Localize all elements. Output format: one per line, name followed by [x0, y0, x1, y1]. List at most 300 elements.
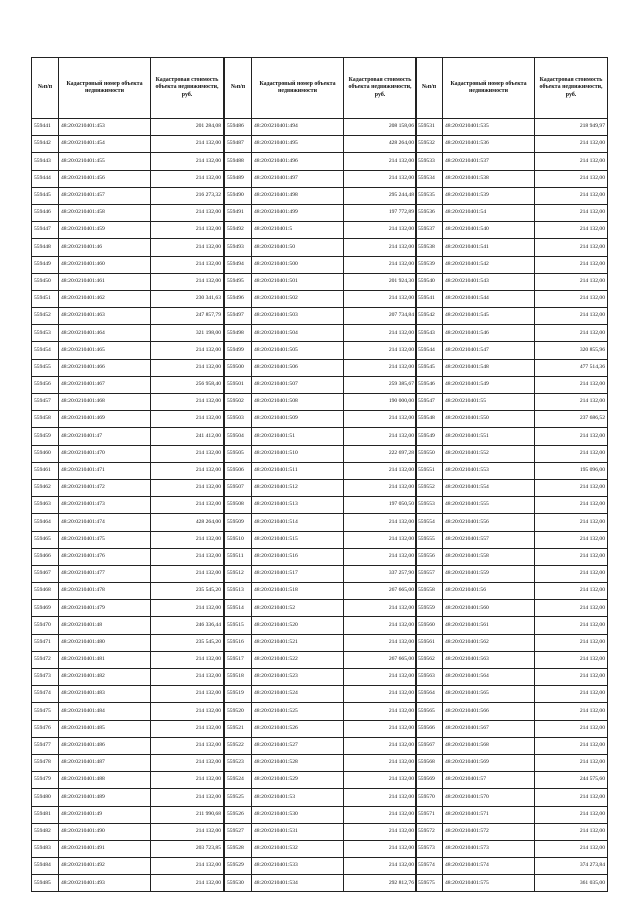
table-row: [416, 669, 608, 686]
row-number: 559451: [32, 290, 59, 307]
cadastral-number: 48:20:0210401:562: [443, 634, 535, 651]
cadastral-value: 214 132,00: [344, 720, 417, 737]
table-row: [32, 342, 224, 359]
table-row: [225, 204, 417, 221]
table-row: [32, 462, 224, 479]
row-number: 559528: [225, 840, 252, 857]
table-row: [32, 136, 224, 153]
row-number: 559523: [225, 754, 252, 771]
row-number: 559460: [32, 445, 59, 462]
cadastral-value: 214 132,00: [151, 548, 224, 565]
table-row: [225, 514, 417, 531]
cadastral-number: 48:20:0210401:458: [59, 204, 151, 221]
row-number: 559515: [225, 617, 252, 634]
cadastral-number: 48:20:0210401:522: [252, 651, 344, 668]
row-number: 559539: [416, 256, 443, 273]
row-number: 559487: [225, 136, 252, 153]
row-number: 559477: [32, 737, 59, 754]
cadastral-number: 48:20:0210401:456: [59, 170, 151, 187]
table-row: [32, 445, 224, 462]
row-number: 559555: [416, 531, 443, 548]
row-number: 559525: [225, 789, 252, 806]
cadastral-value: 214 132,00: [535, 531, 608, 548]
cadastral-number: 48:20:0210401:472: [59, 479, 151, 496]
cadastral-number: 48:20:0210401:493: [59, 875, 151, 892]
cadastral-value: 214 132,00: [151, 136, 224, 153]
cadastral-number: 48:20:0210401:459: [59, 222, 151, 239]
cadastral-number: 48:20:0210401:512: [252, 479, 344, 496]
row-number: 559483: [32, 840, 59, 857]
cadastral-number: 48:20:0210401:573: [443, 840, 535, 857]
row-number: 559467: [32, 565, 59, 582]
row-number: 559544: [416, 342, 443, 359]
table-row: [32, 806, 224, 823]
cadastral-value: 214 132,00: [151, 720, 224, 737]
row-number: 559453: [32, 325, 59, 342]
cadastral-number: 48:20:0210401:50: [252, 239, 344, 256]
row-number: 559476: [32, 720, 59, 737]
cadastral-value: 237 686,52: [535, 411, 608, 428]
cadastral-value: 203 723,85: [151, 840, 224, 857]
table-row: [225, 617, 417, 634]
cadastral-number: 48:20:0210401:525: [252, 703, 344, 720]
table-row: [225, 428, 417, 445]
row-number: 559502: [225, 394, 252, 411]
row-number: 559446: [32, 204, 59, 221]
cadastral-value: 214 132,00: [535, 686, 608, 703]
cadastral-number: 48:20:0210401:479: [59, 600, 151, 617]
cadastral-number: 48:20:0210401:486: [59, 737, 151, 754]
cadastral-number: 48:20:0210401:469: [59, 411, 151, 428]
row-number: 559473: [32, 669, 59, 686]
cadastral-number: 48:20:0210401:533: [252, 858, 344, 875]
row-number: 559455: [32, 359, 59, 376]
cadastral-number: 48:20:0210401:516: [252, 548, 344, 565]
row-number: 559550: [416, 445, 443, 462]
table-row: [32, 634, 224, 651]
cadastral-value: 214 132,00: [344, 858, 417, 875]
row-number: 559498: [225, 325, 252, 342]
cadastral-number: 48:20:0210401:524: [252, 686, 344, 703]
cadastral-number: 48:20:0210401:453: [59, 119, 151, 136]
cadastral-number: 48:20:0210401:510: [252, 445, 344, 462]
row-number: 559573: [416, 840, 443, 857]
row-number: 559481: [32, 806, 59, 823]
row-number: 559448: [32, 239, 59, 256]
row-number: 559541: [416, 290, 443, 307]
row-number: 559562: [416, 651, 443, 668]
table-row: [416, 342, 608, 359]
cadastral-number: 48:20:0210401:513: [252, 497, 344, 514]
table-row: [225, 376, 417, 393]
row-number: 559563: [416, 669, 443, 686]
row-number: 559542: [416, 308, 443, 325]
row-number: 559452: [32, 308, 59, 325]
cadastral-value: 361 035,00: [535, 875, 608, 892]
table-row: [225, 290, 417, 307]
row-number: 559519: [225, 686, 252, 703]
row-number: 559442: [32, 136, 59, 153]
row-number: 559564: [416, 686, 443, 703]
table-row: [416, 514, 608, 531]
table-row: [32, 273, 224, 290]
cadastral-number: 48:20:0210401:488: [59, 772, 151, 789]
cadastral-number: 48:20:0210401:571: [443, 806, 535, 823]
table-row: [225, 737, 417, 754]
cadastral-value: 214 132,00: [151, 445, 224, 462]
row-number: 559506: [225, 462, 252, 479]
table-row: [225, 153, 417, 170]
row-number: 559537: [416, 222, 443, 239]
cadastral-number: 48:20:0210401:572: [443, 823, 535, 840]
table-row: [416, 565, 608, 582]
table-row: [416, 222, 608, 239]
cadastral-value: 214 132,00: [151, 153, 224, 170]
table-row: [416, 273, 608, 290]
cadastral-number: 48:20:0210401:567: [443, 720, 535, 737]
header-cadastral-number: Кадастровый номер объекта недвижимости: [252, 58, 344, 119]
row-number: 559490: [225, 187, 252, 204]
cadastral-number: 48:20:0210401:563: [443, 651, 535, 668]
row-number: 559474: [32, 686, 59, 703]
cadastral-number: 48:20:0210401:575: [443, 875, 535, 892]
cadastral-number: 48:20:0210401:508: [252, 394, 344, 411]
table-row: [416, 462, 608, 479]
cadastral-number: 48:20:0210401:532: [252, 840, 344, 857]
row-number: 559454: [32, 342, 59, 359]
cadastral-value: 214 132,00: [344, 669, 417, 686]
cadastral-value: 214 132,00: [151, 823, 224, 840]
cadastral-value: 214 132,00: [344, 840, 417, 857]
cadastral-value: 214 132,00: [344, 806, 417, 823]
row-number: 559456: [32, 376, 59, 393]
table-row: [32, 772, 224, 789]
table-header-row: [225, 58, 417, 119]
row-number: 559479: [32, 772, 59, 789]
row-number: 559552: [416, 479, 443, 496]
cadastral-value: 214 132,00: [344, 737, 417, 754]
row-number: 559511: [225, 548, 252, 565]
table-row: [32, 411, 224, 428]
table-row: [416, 737, 608, 754]
cadastral-value: 222 697,28: [344, 445, 417, 462]
table-row: [32, 222, 224, 239]
cadastral-value: 246 336,44: [151, 617, 224, 634]
cadastral-number: 48:20:0210401:509: [252, 411, 344, 428]
row-number: 559466: [32, 548, 59, 565]
row-number: 559495: [225, 273, 252, 290]
table-row: [416, 119, 608, 136]
table-row: [416, 840, 608, 857]
row-number: 559505: [225, 445, 252, 462]
cadastral-value: 214 132,00: [535, 187, 608, 204]
cadastral-number: 48:20:0210401:536: [443, 136, 535, 153]
cadastral-number: 48:20:0210401:544: [443, 290, 535, 307]
cadastral-value: 190 000,00: [344, 394, 417, 411]
table-row: [32, 204, 224, 221]
table-row: [32, 617, 224, 634]
cadastral-number: 48:20:0210401:468: [59, 394, 151, 411]
cadastral-value: 477 514,36: [535, 359, 608, 376]
cadastral-value: 214 132,00: [344, 411, 417, 428]
cadastral-value: 214 132,00: [151, 204, 224, 221]
cadastral-number: 48:20:0210401:478: [59, 583, 151, 600]
table-row: [32, 565, 224, 582]
table-row: [32, 428, 224, 445]
cadastral-number: 48:20:0210401:568: [443, 737, 535, 754]
cadastral-value: 214 132,00: [344, 617, 417, 634]
cadastral-value: 214 132,00: [535, 548, 608, 565]
cadastral-number: 48:20:0210401:53: [252, 789, 344, 806]
row-number: 559463: [32, 497, 59, 514]
table-row: [32, 119, 224, 136]
cadastral-number: 48:20:0210401:527: [252, 737, 344, 754]
cadastral-value: 214 132,00: [344, 256, 417, 273]
row-number: 559536: [416, 204, 443, 221]
cadastral-number: 48:20:0210401:56: [443, 583, 535, 600]
row-number: 559499: [225, 342, 252, 359]
cadastral-number: 48:20:0210401:457: [59, 187, 151, 204]
table-row: [416, 754, 608, 771]
cadastral-value: 337 257,90: [344, 565, 417, 582]
cadastral-number: 48:20:0210401:52: [252, 600, 344, 617]
table-row: [225, 136, 417, 153]
table-row: [225, 462, 417, 479]
cadastral-value: 214 132,00: [535, 428, 608, 445]
row-number: 559491: [225, 204, 252, 221]
cadastral-value: 214 132,00: [535, 583, 608, 600]
header-cadastral-number: Кадастровый номер объекта недвижимости: [59, 58, 151, 119]
table-row: [225, 325, 417, 342]
table-row: [416, 239, 608, 256]
cadastral-value: 214 132,00: [151, 600, 224, 617]
cadastral-number: 48:20:0210401:491: [59, 840, 151, 857]
cadastral-value: 214 132,00: [344, 239, 417, 256]
cadastral-number: 48:20:0210401:455: [59, 153, 151, 170]
row-number: 559520: [225, 703, 252, 720]
row-number: 559526: [225, 806, 252, 823]
table-row: [416, 290, 608, 307]
cadastral-number: 48:20:0210401:521: [252, 634, 344, 651]
table-row: [32, 308, 224, 325]
row-number: 559447: [32, 222, 59, 239]
cadastral-number: 48:20:0210401:480: [59, 634, 151, 651]
row-number: 559529: [225, 858, 252, 875]
row-number: 559557: [416, 565, 443, 582]
table-row: [32, 170, 224, 187]
table-row: [416, 479, 608, 496]
table-row: [32, 394, 224, 411]
cadastral-value: 214 132,00: [535, 308, 608, 325]
cadastral-value: 214 132,00: [344, 772, 417, 789]
cadastral-value: 214 132,00: [535, 720, 608, 737]
cadastral-number: 48:20:0210401:535: [443, 119, 535, 136]
row-number: 559543: [416, 325, 443, 342]
row-number: 559503: [225, 411, 252, 428]
cadastral-value: 214 132,00: [151, 342, 224, 359]
row-number: 559524: [225, 772, 252, 789]
cadastral-number: 48:20:0210401:499: [252, 204, 344, 221]
cadastral-number: 48:20:0210401:549: [443, 376, 535, 393]
table-row: [225, 119, 417, 136]
cadastral-number: 48:20:0210401:502: [252, 290, 344, 307]
row-number: 559558: [416, 583, 443, 600]
cadastral-value: 214 132,00: [535, 497, 608, 514]
cadastral-value: 214 132,00: [535, 617, 608, 634]
cadastral-number: 48:20:0210401:467: [59, 376, 151, 393]
cadastral-value: 214 132,00: [151, 789, 224, 806]
cadastral-value: 214 132,00: [151, 394, 224, 411]
cadastral-value: 214 132,00: [151, 875, 224, 892]
cadastral-number: 48:20:0210401:484: [59, 703, 151, 720]
table-row: [416, 823, 608, 840]
row-number: 559546: [416, 376, 443, 393]
cadastral-number: 48:20:0210401:545: [443, 308, 535, 325]
row-number: 559485: [32, 875, 59, 892]
table-row: [416, 428, 608, 445]
header-cadastral-number: Кадастровый номер объекта недвижимости: [443, 58, 535, 119]
row-number: 559443: [32, 153, 59, 170]
cadastral-value: 214 132,00: [151, 531, 224, 548]
cadastral-value: 214 132,00: [535, 514, 608, 531]
cadastral-value: 214 132,00: [344, 153, 417, 170]
row-number: 559459: [32, 428, 59, 445]
header-cadastral-value: Кадастровая стоимость объекта недвижимости, руб.: [151, 58, 224, 119]
cadastral-number: 48:20:0210401:463: [59, 308, 151, 325]
cadastral-value: 214 132,00: [535, 153, 608, 170]
row-number: 559535: [416, 187, 443, 204]
table-row: [416, 497, 608, 514]
cadastral-number: 48:20:0210401:548: [443, 359, 535, 376]
cadastral-number: 48:20:0210401:561: [443, 617, 535, 634]
cadastral-value: 214 132,00: [344, 548, 417, 565]
cadastral-value: 214 132,00: [151, 462, 224, 479]
table-row: [32, 325, 224, 342]
cadastral-value: 208 158,06: [344, 119, 417, 136]
cadastral-value: 235 545,20: [151, 634, 224, 651]
cadastral-value: 214 132,00: [151, 686, 224, 703]
cadastral-value: 214 132,00: [535, 239, 608, 256]
cadastral-value: 214 132,00: [151, 497, 224, 514]
cadastral-number: 48:20:0210401:523: [252, 669, 344, 686]
cadastral-value: 214 132,00: [344, 600, 417, 617]
header-cadastral-value: Кадастровая стоимость объекта недвижимости, руб.: [344, 58, 417, 119]
row-number: 559457: [32, 394, 59, 411]
cadastral-value: 214 132,00: [535, 789, 608, 806]
cadastral-number: 48:20:0210401:547: [443, 342, 535, 359]
cadastral-value: 214 132,00: [535, 634, 608, 651]
table-row: [416, 445, 608, 462]
table-row: [416, 720, 608, 737]
cadastral-value: 214 132,00: [151, 669, 224, 686]
cadastral-value: 214 132,00: [151, 411, 224, 428]
table-row: [225, 651, 417, 668]
cadastral-number: 48:20:0210401:531: [252, 823, 344, 840]
cadastral-value: 428 264,00: [344, 136, 417, 153]
cadastral-value: 214 132,00: [344, 170, 417, 187]
row-number: 559471: [32, 634, 59, 651]
row-number: 559461: [32, 462, 59, 479]
table-row: [225, 634, 417, 651]
table-row: [32, 497, 224, 514]
row-number: 559441: [32, 119, 59, 136]
cadastral-number: 48:20:0210401:566: [443, 703, 535, 720]
cadastral-value: 320 855,96: [535, 342, 608, 359]
cadastral-number: 48:20:0210401:494: [252, 119, 344, 136]
table-row: [32, 583, 224, 600]
table-row: [416, 136, 608, 153]
cadastral-number: 48:20:0210401:466: [59, 359, 151, 376]
row-number: 559538: [416, 239, 443, 256]
row-number: 559532: [416, 136, 443, 153]
cadastral-number: 48:20:0210401:475: [59, 531, 151, 548]
table-row: [32, 187, 224, 204]
table-row: [416, 703, 608, 720]
cadastral-value: 241 412,00: [151, 428, 224, 445]
table-row: [416, 583, 608, 600]
cadastral-value: 214 132,00: [344, 703, 417, 720]
table-row: [416, 531, 608, 548]
cadastral-number: 48:20:0210401:465: [59, 342, 151, 359]
table-row: [416, 772, 608, 789]
table-row: [416, 376, 608, 393]
cadastral-number: 48:20:0210401:503: [252, 308, 344, 325]
row-number: 559571: [416, 806, 443, 823]
table-row: [416, 187, 608, 204]
table-row: [32, 256, 224, 273]
cadastral-number: 48:20:0210401:482: [59, 669, 151, 686]
table-row: [225, 222, 417, 239]
cadastral-value: 214 132,00: [535, 290, 608, 307]
row-number: 559549: [416, 428, 443, 445]
cadastral-value: 214 132,00: [535, 479, 608, 496]
cadastral-number: 48:20:0210401:496: [252, 153, 344, 170]
cadastral-number: 48:20:0210401:460: [59, 256, 151, 273]
table-row: [416, 256, 608, 273]
cadastral-value: 259 385,67: [344, 376, 417, 393]
cadastral-number: 48:20:0210401:485: [59, 720, 151, 737]
cadastral-number: 48:20:0210401:470: [59, 445, 151, 462]
row-number: 559533: [416, 153, 443, 170]
cadastral-value: 214 132,00: [535, 754, 608, 771]
row-number: 559565: [416, 703, 443, 720]
row-number: 559486: [225, 119, 252, 136]
cadastral-value: 235 545,20: [151, 583, 224, 600]
cadastral-value: 207 734,84: [344, 308, 417, 325]
row-number: 559574: [416, 858, 443, 875]
row-number: 559450: [32, 273, 59, 290]
table-row: [32, 651, 224, 668]
table-row: [32, 875, 224, 892]
table-row: [225, 342, 417, 359]
cadastral-value: 214 132,00: [535, 273, 608, 290]
table-row: [225, 703, 417, 720]
cadastral-value: 214 132,00: [535, 256, 608, 273]
cadastral-value: 211 990,68: [151, 806, 224, 823]
cadastral-value: 214 132,00: [344, 325, 417, 342]
cadastral-value: 214 132,00: [535, 445, 608, 462]
cadastral-value: 214 132,00: [151, 359, 224, 376]
cadastral-value: 214 132,00: [344, 754, 417, 771]
row-number: 559449: [32, 256, 59, 273]
cadastral-number: 48:20:0210401:558: [443, 548, 535, 565]
cadastral-value: 214 132,00: [535, 600, 608, 617]
cadastral-value: 267 665,00: [344, 583, 417, 600]
row-number: 559470: [32, 617, 59, 634]
cadastral-number: 48:20:0210401:506: [252, 359, 344, 376]
cadastral-table-1: [31, 57, 224, 892]
cadastral-number: 48:20:0210401:500: [252, 256, 344, 273]
